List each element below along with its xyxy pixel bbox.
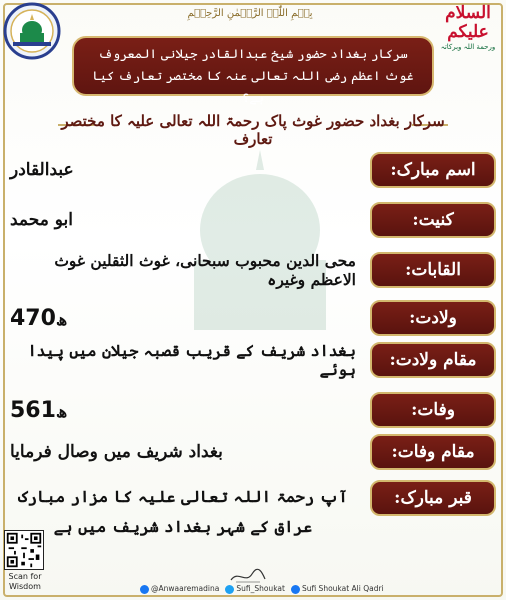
- row-maqam-wafat: [10, 434, 496, 470]
- facebook-icon: [140, 585, 149, 594]
- facebook-handle[interactable]: @Anwaaremadina: [140, 584, 219, 594]
- row-alqabat: [10, 252, 496, 288]
- value-maqam-wiladat: بغداد شریف کے قریب قصبہ جیلان میں پیدا ہوئے: [27, 341, 356, 379]
- value-maqam-wafat: بغداد شریف میں وصال فرمایا: [10, 442, 223, 462]
- twitter-handle[interactable]: Sufi_Shoukat: [225, 584, 285, 594]
- label-maqam-wafat: مقام وفات:: [370, 434, 496, 470]
- salaam-line-3: ورحمة اللہ وبرکاتہ: [440, 43, 496, 51]
- social-footer: [140, 582, 500, 596]
- value-wiladat: [10, 300, 356, 336]
- value-alqabat: محی الدین محبوب سبحانی، غوث الثقلین غوث الاعظم وغیرہ: [54, 251, 356, 289]
- label-kuniyat: کنیت:: [370, 202, 496, 238]
- salaam-greeting: [436, 4, 500, 60]
- value-wafat: [10, 392, 356, 428]
- label-alqabat: القابات:: [370, 252, 496, 288]
- row-wiladat: [10, 300, 496, 336]
- label-wafat: وفات:: [370, 392, 496, 428]
- bismillah-calligraphy: بِسۡمِ اللّٰہِ الرَّحۡمٰنِ الرَّحِیۡمِ: [187, 8, 313, 19]
- row-kuniyat: [10, 202, 496, 238]
- salaam-line-1: السلام: [445, 3, 491, 23]
- row-wafat: [10, 392, 496, 428]
- twitter-icon: [225, 585, 234, 594]
- label-maqam-wiladat: مقام ولادت:: [370, 342, 496, 378]
- label-ism-mubarak: اسم مبارک:: [370, 152, 496, 188]
- scan-for-wisdom-label: Scan for Wisdom: [8, 572, 42, 591]
- facebook-page-handle[interactable]: Sufi Shoukat Ali Qadri: [291, 584, 384, 594]
- row-ism-mubarak: [10, 152, 496, 188]
- label-qabr-mubarak: قبر مبارک:: [370, 480, 496, 516]
- salaam-line-2: علیکم: [447, 22, 489, 42]
- madina-logo-icon: [3, 2, 61, 60]
- value-qabr-mubarak: آپ رحمۃ اللہ تعالی علیہ کا مزار مبارک عراق کے شہر بغداد شریف میں ہے: [18, 487, 348, 536]
- wafat-year: 561ھ: [10, 397, 68, 423]
- wiladat-year: 470ھ: [10, 305, 68, 331]
- qr-code-icon[interactable]: [4, 530, 44, 570]
- row-maqam-wiladat: [10, 342, 496, 378]
- facebook-page-icon: [291, 585, 300, 594]
- value-ism-mubarak: عبدالقادر: [10, 160, 74, 180]
- value-kuniyat: ابو محمد: [10, 210, 73, 230]
- label-wiladat: ولادت:: [370, 300, 496, 336]
- subtitle-heading: سرکار بغداد حضور غوث پاک رحمۃ اللہ تعالی علیہ کا مختصر تعارف: [61, 112, 445, 148]
- question-banner: سرکار بغداد حضور شیخ عبدالقادر جیلانی المعروف غوث اعظم رضی اللہ تعالی عنہ کا مختصر تعارف کیا ہے؟: [72, 36, 434, 96]
- row-qabr-mubarak: [10, 480, 496, 546]
